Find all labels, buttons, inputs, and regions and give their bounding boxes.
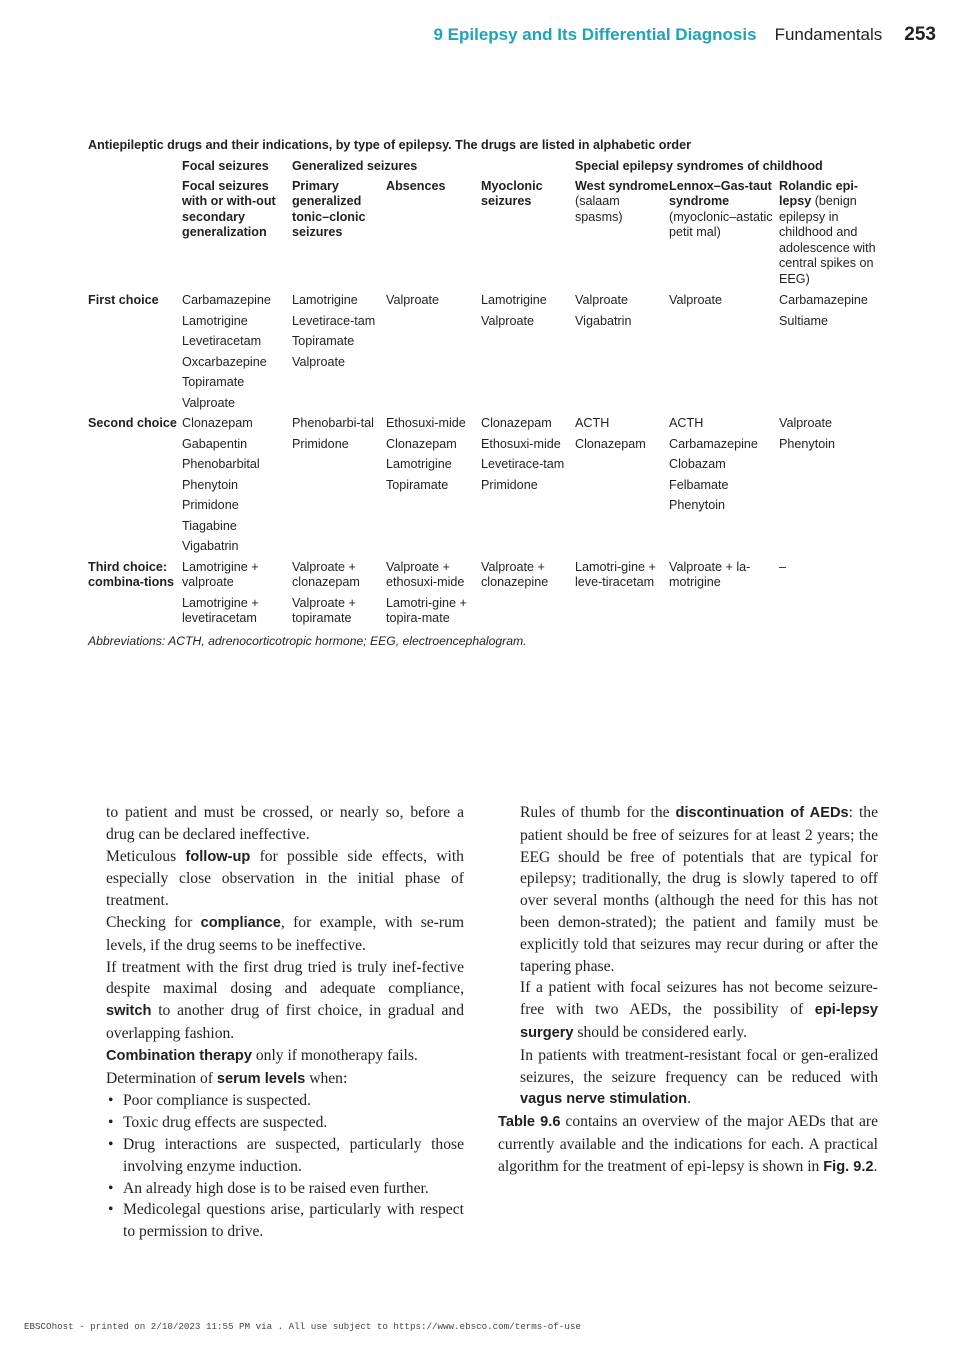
table-cell [575,478,669,499]
table-cell: Valproate + ethosuxi-mide [386,559,465,589]
table-cell: Ethosuxi-mide [386,416,466,430]
table-cell: Clonazepam [481,416,552,430]
table-cell: Valproate + topiramate [292,595,356,625]
table-cell: Felbamate [669,477,729,492]
table-cell [481,498,575,519]
paragraph: Checking for compliance, for example, with se-rum levels, if the drug seems to be ineffective. [106,913,464,954]
list-item: • Drug interactions are suspected, particularly those involving enzyme induction. [106,1134,464,1178]
third-choice-row [88,560,879,596]
table-cell [779,519,879,540]
second-choice-row [88,416,879,437]
table-cell: Valproate + la-motrigine [669,559,751,589]
table-cell [779,334,879,355]
table-abbreviations: Abbreviations: ACTH, adrenocorticotropic hormone; EEG, electroencephalogram. [88,633,527,648]
paragraph: Combination therapy only if monotherapy fails. [106,1046,418,1064]
table-cell: Valproate [575,293,628,307]
col-primary-generalized: Primary generalized tonic–clonic seizures [292,178,366,239]
table-cell: Ethosuxi-mide [481,436,561,451]
table-caption: Antiepileptic drugs and their indications, by type of epilepsy. The drugs are listed in alphabetic order [88,138,691,152]
table-cell: Clonazepam [386,436,457,451]
table-cell [779,457,879,478]
drug-table [88,159,879,632]
table-cell: Valproate [182,395,235,410]
table-cell [779,498,879,519]
first-choice-row [88,334,879,355]
table-cell [386,375,481,396]
table-cell: Lamotrigine + levetiracetam [182,595,259,625]
table-cell: Tiagabine [182,518,237,533]
table-cell: Phenobarbital [182,457,260,471]
second-choice-label: Second choice [88,416,177,430]
page-number: 253 [904,24,936,45]
table-cell [575,375,669,396]
table-group-header-row [88,159,879,179]
table-cell: Carbamazepine [779,293,868,307]
col-west: West syndrome (salaam spasms) [575,178,669,224]
table-cell: Phenobarbi-tal [292,416,374,430]
table-cell: – [779,559,787,574]
paragraph: Rules of thumb for the discontinuation of AEDs: the patient should be free of seizures for at least 2 years; the EEG should be free of potentials that are typical for epilepsy; traditionally, the drug is slowly tapered to off over several months (although the need for this has not been demon-strated); the patient and family must be explicitly told that seizures may recur during or after the tapering phase. [520,804,878,975]
table-cell [669,519,779,540]
table-cell [669,596,779,632]
table-cell [575,596,669,632]
table-cell: Lamotrigine [481,293,547,307]
group-special: Special epilepsy syndromes of childhood [575,159,823,173]
table-cell [292,519,386,540]
col-focal: Focal seizures with or with-out secondary generalization [182,178,276,239]
paragraph: If a patient with focal seizures has not become seizure-free with two AEDs, the possibility of epi-lepsy surgery should be considered early. [520,979,878,1041]
table-cell [779,355,879,376]
second-choice-row [88,457,879,478]
table-cell: Primidone [292,436,349,451]
figure-reference-link[interactable]: Fig. 9.2 [823,1158,874,1175]
table-cell [575,519,669,540]
section-label: Fundamentals [774,25,883,44]
table-cell: Topiramate [292,334,355,348]
table-cell: Lamotri-gine + topira-mate [386,595,467,625]
table-cell [386,519,481,540]
table-cell: Lamotrigine [386,457,452,471]
aed-table [88,137,888,648]
col-absences: Absences [386,178,446,193]
table-cell: Carbamazepine [669,436,758,451]
list-item: • Poor compliance is suspected. [106,1090,464,1112]
table-cell [386,498,481,519]
list-item: • Toxic drug effects are suspected. [106,1112,464,1134]
third-choice-label: Third choice: combina-tions [88,559,175,589]
second-choice-row [88,478,879,499]
table-cell [386,396,481,417]
table-cell [481,334,575,355]
table-cell: ACTH [575,416,610,430]
table-cell [292,375,386,396]
group-focal: Focal seizures [182,159,269,173]
table-cell [779,539,879,560]
table-cell [386,355,481,376]
table-cell: Phenytoin [779,436,836,451]
first-choice-row [88,314,879,335]
table-cell: Lamotrigine [182,313,248,328]
left-text-column [106,802,464,1243]
col-myoclonic: Myoclonic seizures [481,178,543,208]
paragraph: In patients with treatment-resistant focal or gen-eralized seizures, the seizure frequency can be reduced with vagus nerve stimulation. [520,1046,878,1108]
paragraph: If treatment with the first drug tried is truly inef-fective despite maximal dosing and adequate compliance, switch to another drug of first choice, in gradual and overlapping fashion. [106,958,464,1042]
paragraph: Meticulous follow-up for possible side effects, with especially close observation in the initial phase of treatment. [106,847,464,910]
footer-note: EBSCOhost - printed on 2/10/2023 11:55 PM via . All use subject to https://www.ebsco.com/terms-of-use [24,1321,581,1332]
table-cell [669,539,779,560]
table-cell: Levetirace-tam [481,457,565,471]
table-cell: Clonazepam [182,416,253,430]
table-cell: Clobazam [669,457,726,471]
table-cell [292,498,386,519]
paragraph: Table 9.6 contains an overview of the major AEDs that are currently available and the indications for each. A practical algorithm for the treatment of epi-lepsy is shown in Fig. 9.2. [498,1113,878,1175]
table-cell: Gabapentin [182,436,248,451]
first-choice-row [88,375,879,396]
table-cell: Lamotrigine [292,293,358,307]
table-cell: Sultiame [779,313,828,328]
table-cell [481,596,575,632]
table-cell: Oxcarbazepine [182,354,267,369]
table-cell [779,478,879,499]
table-cell [575,334,669,355]
table-cell [575,457,669,478]
table-cell: Primidone [182,498,239,512]
table-cell [481,539,575,560]
table-cell [779,396,879,417]
col-rolandic: Rolandic epi-lepsy (benign epilepsy in childhood and adolescence with central spikes on EEG) [779,178,876,286]
table-cell [669,314,779,335]
table-cell: Carbamazepine [182,293,271,307]
table-reference-link[interactable]: Table 9.6 [498,1114,561,1131]
table-cell: Valproate [292,354,345,369]
table-cell: Topiramate [182,375,245,389]
second-choice-row [88,437,879,458]
table-cell [669,396,779,417]
table-cell: Valproate [669,293,722,307]
second-choice-row [88,539,879,560]
table-cell [292,539,386,560]
list-item: • An already high dose is to be raised even further. [106,1178,464,1200]
table-cell [386,314,481,335]
right-text-column [498,802,878,1179]
table-cell [669,355,779,376]
first-choice-label: First choice [88,293,159,307]
table-cell [669,375,779,396]
table-cell: Valproate + clonazepine [481,559,549,589]
table-cell: Primidone [481,477,538,492]
table-cell [779,375,879,396]
table-cell: Valproate [779,416,832,430]
table-cell [481,375,575,396]
table-cell [386,334,481,355]
table-cell [779,596,879,632]
group-generalized: Generalized seizures [292,159,418,173]
table-cell [575,539,669,560]
paragraph: Determination of serum levels when: [106,1069,348,1087]
first-choice-row [88,355,879,376]
table-cell [575,396,669,417]
table-cell: Lamotrigine + valproate [182,559,259,589]
table-cell [292,457,386,478]
table-cell [481,396,575,417]
table-cell: Valproate [386,293,439,307]
table-cell: Clonazepam [575,436,646,451]
col-lennox: Lennox–Gas-taut syndrome (myoclonic–astatic petit mal) [669,178,773,239]
table-cell [292,396,386,417]
table-cell [669,334,779,355]
serum-level-list [106,1090,464,1243]
table-cell [575,498,669,519]
table-cell: Valproate [481,313,534,328]
table-cell [481,355,575,376]
table-cell: Phenytoin [669,498,726,512]
first-choice-row [88,293,879,314]
running-header [433,24,936,48]
table-cell: Vigabatrin [182,539,239,553]
table-cell: Valproate + clonazepam [292,559,360,589]
table-cell: Phenytoin [182,477,239,492]
third-choice-row [88,596,879,632]
table-cell: Lamotri-gine + leve-tiracetam [575,559,656,589]
table-cell: Levetiracetam [182,334,262,348]
table-cell [386,539,481,560]
paragraph: to patient and must be crossed, or nearly so, before a drug can be declared ineffective. [106,804,464,843]
chapter-title: 9 Epilepsy and Its Differential Diagnosis [433,25,757,44]
second-choice-row [88,498,879,519]
table-column-header-row [88,179,879,294]
first-choice-row [88,396,879,417]
table-cell [292,478,386,499]
table-cell: ACTH [669,416,704,430]
table-cell [575,355,669,376]
table-cell: Topiramate [386,477,449,492]
second-choice-row [88,519,879,540]
table-cell [481,519,575,540]
list-item: • Medicolegal questions arise, particularly with respect to permission to drive. [106,1199,464,1243]
table-cell: Levetirace-tam [292,313,376,328]
table-cell: Vigabatrin [575,313,632,328]
